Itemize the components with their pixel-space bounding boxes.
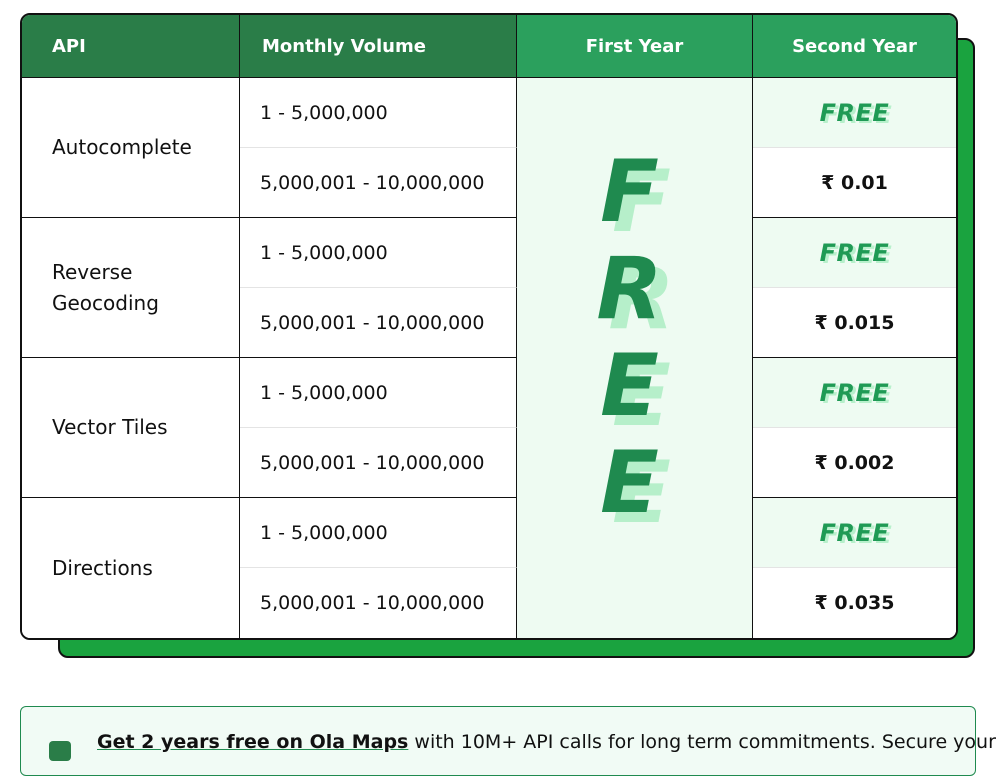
free-letter: E xyxy=(600,433,659,533)
promo-banner xyxy=(20,706,996,776)
volume-tier: 1 - 5,000,000 xyxy=(240,218,517,288)
free-letter: R xyxy=(596,239,663,339)
api-name: Vector Tiles xyxy=(22,358,240,498)
header-api: API xyxy=(22,15,240,78)
header-first-year: First Year xyxy=(517,15,753,78)
second-year-price: ₹ 0.01 xyxy=(753,148,956,218)
volume-tier: 5,000,001 - 10,000,000 xyxy=(240,568,517,638)
volume-tier: 5,000,001 - 10,000,000 xyxy=(240,288,517,358)
volume-tier: 5,000,001 - 10,000,000 xyxy=(240,148,517,218)
second-year-price xyxy=(753,78,956,148)
first-year-free-column xyxy=(517,78,753,638)
second-year-price: ₹ 0.002 xyxy=(753,428,956,498)
header-monthly-volume: Monthly Volume xyxy=(240,15,517,78)
header-second-year: Second Year xyxy=(753,15,956,78)
gift-icon xyxy=(49,741,71,761)
free-letter: F xyxy=(600,142,659,242)
api-name: Autocomplete xyxy=(22,78,240,218)
pricing-grid xyxy=(22,15,956,638)
promo-link[interactable]: Get 2 years free on Ola Maps xyxy=(97,731,409,753)
promo-body: with 10M+ API calls for long term commitments. Secure your xyxy=(408,731,996,753)
volume-tier: 5,000,001 - 10,000,000 xyxy=(240,428,517,498)
free-label: FREE xyxy=(819,378,890,407)
second-year-price xyxy=(753,218,956,288)
volume-tier: 1 - 5,000,000 xyxy=(240,78,517,148)
api-name: Directions xyxy=(22,498,240,638)
free-label: FREE xyxy=(819,518,890,547)
pricing-table xyxy=(20,13,958,640)
free-label: FREE xyxy=(819,98,890,127)
second-year-price xyxy=(753,498,956,568)
volume-tier: 1 - 5,000,000 xyxy=(240,498,517,568)
api-name: Reverse Geocoding xyxy=(22,218,240,358)
second-year-price xyxy=(753,358,956,428)
volume-tier: 1 - 5,000,000 xyxy=(240,358,517,428)
free-label: FREE xyxy=(819,238,890,267)
free-letter: E xyxy=(600,336,659,436)
second-year-price: ₹ 0.015 xyxy=(753,288,956,358)
promo-text xyxy=(97,731,996,753)
second-year-price: ₹ 0.035 xyxy=(753,568,956,638)
